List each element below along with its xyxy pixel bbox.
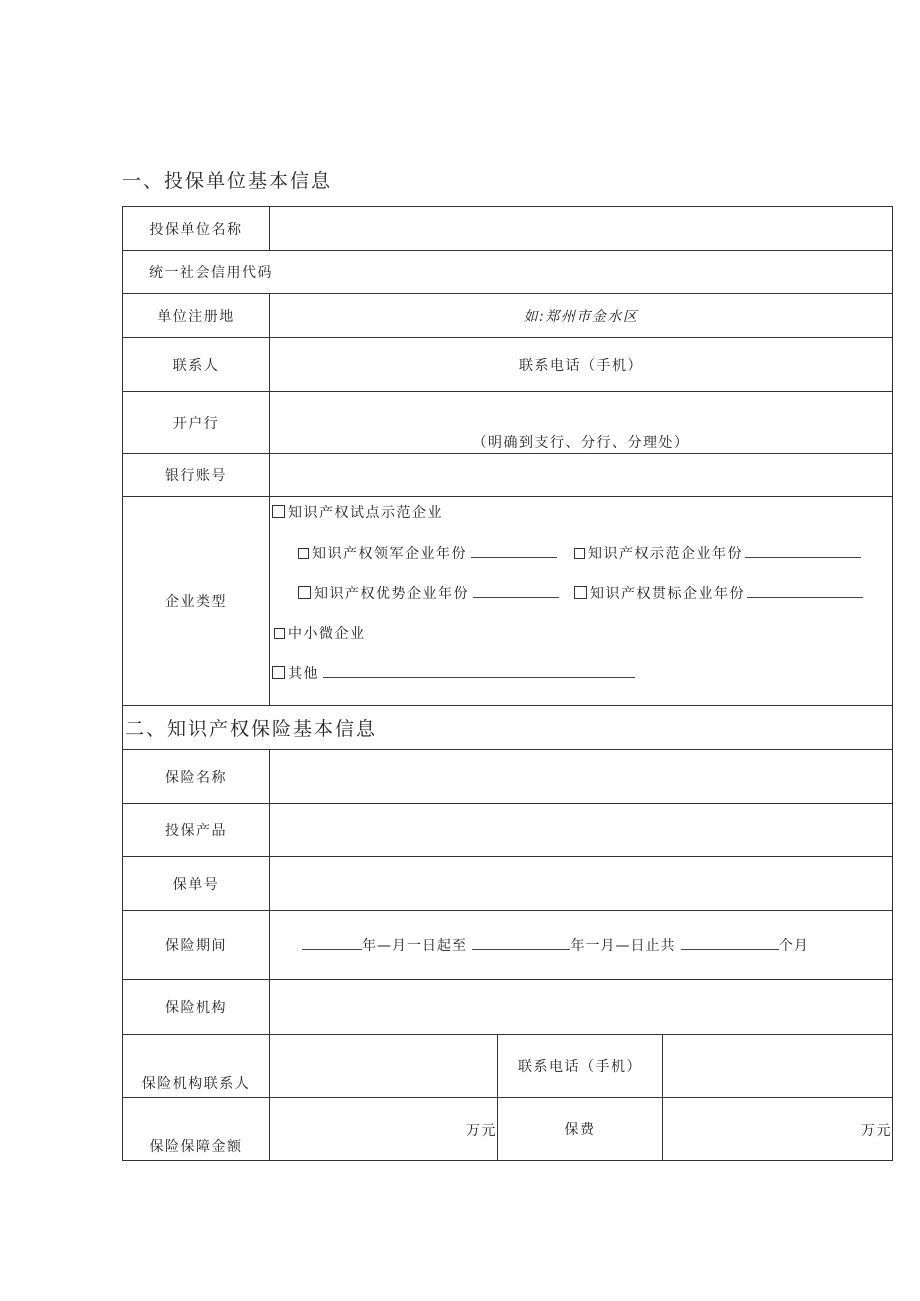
policy-no-field[interactable]	[270, 857, 893, 911]
application-table	[122, 206, 893, 1161]
period-label: 保险期间	[123, 911, 270, 980]
account-field[interactable]	[270, 454, 893, 497]
section2-title: 二、知识产权保险基本信息	[123, 706, 893, 750]
enterprise-type-options	[270, 497, 893, 706]
row-insurance-name	[123, 750, 893, 804]
account-label: 银行账号	[123, 454, 270, 497]
bank-field[interactable]	[270, 392, 893, 454]
option-other-label: 其他	[288, 666, 319, 682]
option-advantage-label: 知识产权优势企业年份	[314, 586, 469, 602]
row-policy-no	[123, 857, 893, 911]
unit-name-label: 投保单位名称	[123, 207, 270, 251]
checkbox-icon[interactable]	[272, 505, 285, 518]
option-pilot-label: 知识产权试点示范企业	[288, 505, 443, 521]
option-demo[interactable]	[574, 543, 861, 563]
option-sme-label: 中小微企业	[288, 626, 366, 642]
row-bank	[123, 392, 893, 454]
insurer-phone-label: 联系电话（手机）	[498, 1035, 663, 1098]
bank-note: （明确到支行、分行、分理处）	[472, 435, 690, 451]
checkbox-icon[interactable]	[574, 586, 587, 599]
period-text-1: 年—月一日起至	[362, 938, 467, 954]
months-blank[interactable]	[681, 937, 779, 950]
insurer-contact-label: 保险机构联系人	[123, 1035, 270, 1098]
policy-no-label: 保单号	[123, 857, 270, 911]
option-standard-label: 知识产权贯标企业年份	[590, 586, 745, 602]
product-field[interactable]	[270, 804, 893, 857]
option-leading-label: 知识产权领军企业年份	[312, 546, 467, 562]
leading-year-blank[interactable]	[471, 545, 557, 558]
checkbox-icon[interactable]	[298, 586, 311, 599]
row-coverage	[123, 1098, 893, 1161]
insurance-name-field[interactable]	[270, 750, 893, 804]
insurer-field[interactable]	[270, 980, 893, 1035]
option-standard[interactable]	[574, 583, 863, 603]
contact-phone-label: 联系电话（手机）	[519, 357, 643, 374]
row-section2-title	[123, 706, 893, 750]
row-contact	[123, 338, 893, 392]
premium-field[interactable]	[663, 1098, 893, 1161]
row-account	[123, 454, 893, 497]
end-year-blank[interactable]	[472, 937, 570, 950]
option-demo-label: 知识产权示范企业年份	[588, 546, 743, 562]
option-pilot[interactable]	[272, 502, 443, 522]
checkbox-icon[interactable]	[272, 666, 285, 679]
insurer-phone-field[interactable]	[663, 1035, 893, 1098]
unit-name-field[interactable]	[270, 207, 893, 251]
row-unit-name	[123, 207, 893, 251]
coverage-unit: 万元	[466, 1123, 497, 1139]
other-blank[interactable]	[323, 665, 635, 678]
row-insurer	[123, 980, 893, 1035]
row-period	[123, 911, 893, 980]
checkbox-icon[interactable]	[274, 628, 285, 639]
option-other[interactable]	[272, 663, 635, 683]
coverage-field[interactable]	[270, 1098, 498, 1161]
row-product	[123, 804, 893, 857]
row-insurer-contact	[123, 1035, 893, 1098]
insurer-label: 保险机构	[123, 980, 270, 1035]
advantage-year-blank[interactable]	[473, 585, 559, 598]
contact-phone-field[interactable]	[270, 338, 893, 392]
premium-label: 保费	[498, 1098, 663, 1161]
credit-code-label[interactable]: 统一社会信用代码	[123, 251, 893, 294]
standard-year-blank[interactable]	[747, 585, 863, 598]
contact-label: 联系人	[123, 338, 270, 392]
product-label: 投保产品	[123, 804, 270, 857]
row-enterprise-type	[123, 497, 893, 706]
option-advantage[interactable]	[298, 583, 559, 603]
enterprise-type-label: 企业类型	[123, 497, 270, 706]
period-field	[270, 911, 893, 980]
insurance-name-label: 保险名称	[123, 750, 270, 804]
checkbox-icon[interactable]	[298, 548, 309, 559]
reg-address-field[interactable]	[270, 294, 893, 338]
option-leading[interactable]	[298, 543, 557, 563]
insurer-contact-field[interactable]	[270, 1035, 498, 1098]
checkbox-icon[interactable]	[574, 548, 585, 559]
section1-title: 一、投保单位基本信息	[122, 170, 333, 192]
row-reg-address	[123, 294, 893, 338]
period-text-3: 个月	[778, 938, 809, 954]
premium-unit: 万元	[861, 1123, 893, 1139]
reg-address-placeholder: 如:郑州市金水区	[523, 308, 639, 325]
demo-year-blank[interactable]	[745, 545, 861, 558]
bank-label: 开户行	[123, 392, 270, 454]
reg-address-label: 单位注册地	[123, 294, 270, 338]
start-year-blank[interactable]	[302, 937, 362, 950]
period-text-2: 年一月—日止共	[570, 938, 676, 954]
option-sme[interactable]	[274, 623, 366, 643]
row-credit-code	[123, 251, 893, 294]
coverage-label: 保险保障金额	[123, 1098, 270, 1161]
